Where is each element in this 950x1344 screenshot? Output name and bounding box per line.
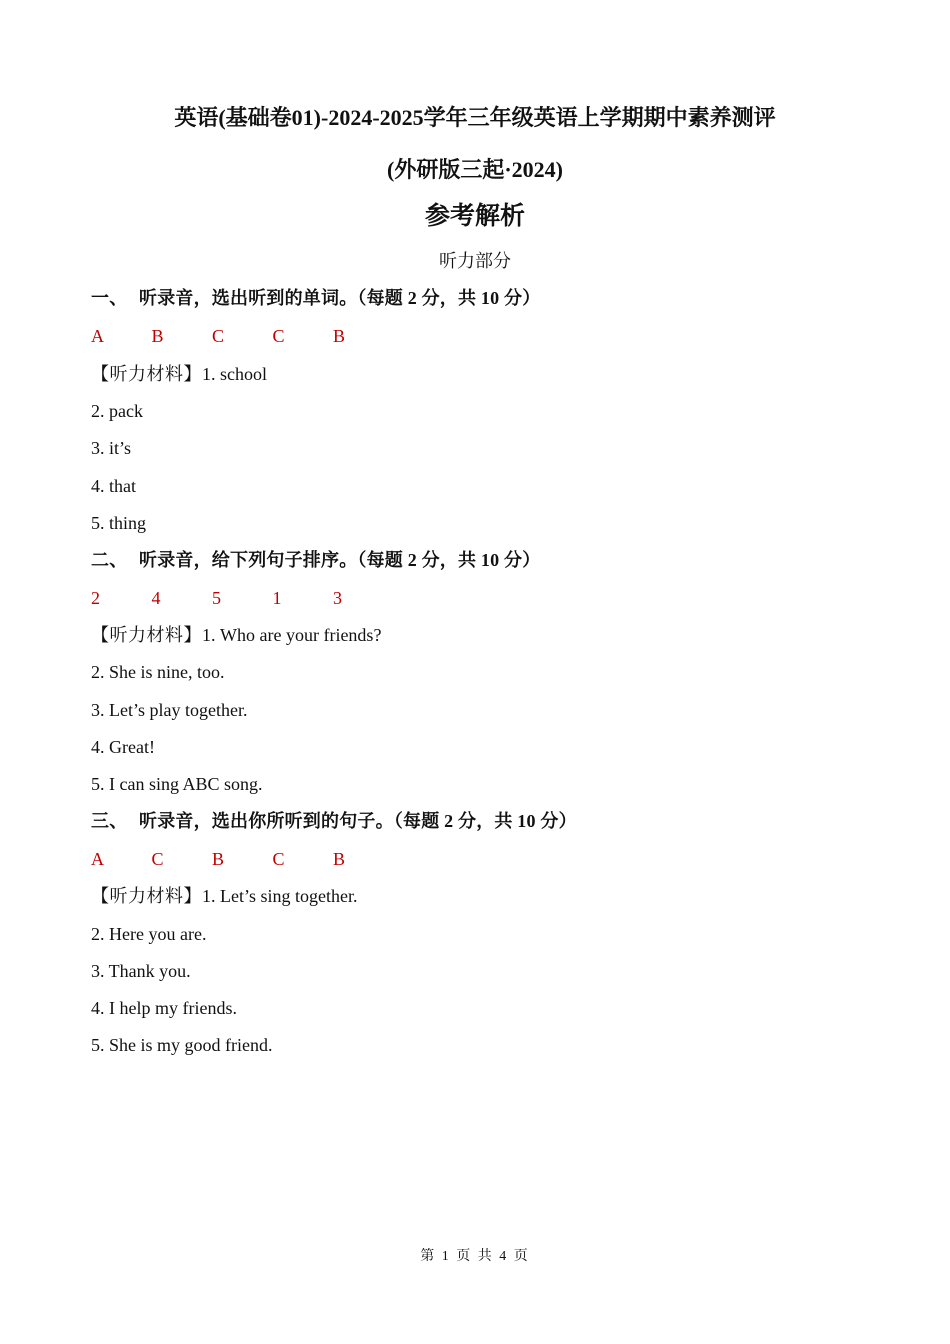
document-heading: 参考解析 <box>424 203 525 230</box>
material-text: 1. Who are your friends? <box>202 625 382 645</box>
question-3-text: 听录音，选出你所听到的句子。（每题 2 分，共 10 分） <box>139 811 577 831</box>
question-1-material-item: 2. pack <box>91 401 143 421</box>
answer: 3 <box>333 588 342 608</box>
material-text: 1. school <box>202 364 267 384</box>
answer: B <box>212 849 225 869</box>
question-2-answers <box>91 585 394 611</box>
document-title: 英语(基础卷01)-2024-2025学年三年级英语上学期期中素养测评 <box>174 105 776 130</box>
question-1-answers <box>91 323 394 349</box>
material-label: 【听力材料】 <box>91 886 202 906</box>
question-1-material-item <box>91 361 267 387</box>
page-footer: 第 1 页 共 4 页 <box>420 1249 530 1264</box>
document-subtitle: (外研版三起·2024) <box>387 157 563 182</box>
question-2-material-item: 5. I can sing ABC song. <box>91 774 263 794</box>
question-3-material-item: 3. Thank you. <box>91 961 191 981</box>
question-3-material-item: 5. She is my good friend. <box>91 1035 273 1055</box>
answer: 2 <box>91 588 100 608</box>
question-3-number: 三、 <box>91 811 128 831</box>
answer: C <box>272 849 285 869</box>
answer: 1 <box>272 588 282 608</box>
question-2-number: 二、 <box>91 550 128 570</box>
question-2-heading <box>91 547 540 573</box>
question-2-material-item: 3. Let’s play together. <box>91 700 248 720</box>
material-label: 【听力材料】 <box>91 364 202 384</box>
answer: A <box>91 849 104 869</box>
question-2-text: 听录音，给下列句子排序。（每题 2 分，共 10 分） <box>139 550 541 570</box>
question-3-material-item: 2. Here you are. <box>91 924 207 944</box>
answer: C <box>212 326 225 346</box>
question-1-material-item: 4. that <box>91 476 136 496</box>
section-label: 听力部分 <box>439 251 511 271</box>
answer: C <box>272 326 285 346</box>
material-label: 【听力材料】 <box>91 625 202 645</box>
question-2-material-item: 4. Great! <box>91 737 155 757</box>
answer: C <box>151 849 164 869</box>
answer: B <box>333 849 346 869</box>
material-text: 1. Let’s sing together. <box>202 886 358 906</box>
question-3-heading <box>91 808 577 834</box>
question-3-material-item: 4. I help my friends. <box>91 998 237 1018</box>
question-3-material-item <box>91 883 357 909</box>
answer: A <box>91 326 104 346</box>
answer: 4 <box>151 588 161 608</box>
answer: 5 <box>212 588 221 608</box>
question-3-answers <box>91 846 394 872</box>
question-2-material-item <box>91 622 381 648</box>
question-1-text: 听录音，选出听到的单词。（每题 2 分，共 10 分） <box>139 288 541 308</box>
question-1-material-item: 5. thing <box>91 513 147 533</box>
answer: B <box>151 326 164 346</box>
question-1-number: 一、 <box>91 288 128 308</box>
answer: B <box>333 326 346 346</box>
question-1-heading <box>91 285 540 311</box>
question-1-material-item: 3. it’s <box>91 438 132 458</box>
question-2-material-item: 2. She is nine, too. <box>91 662 225 682</box>
